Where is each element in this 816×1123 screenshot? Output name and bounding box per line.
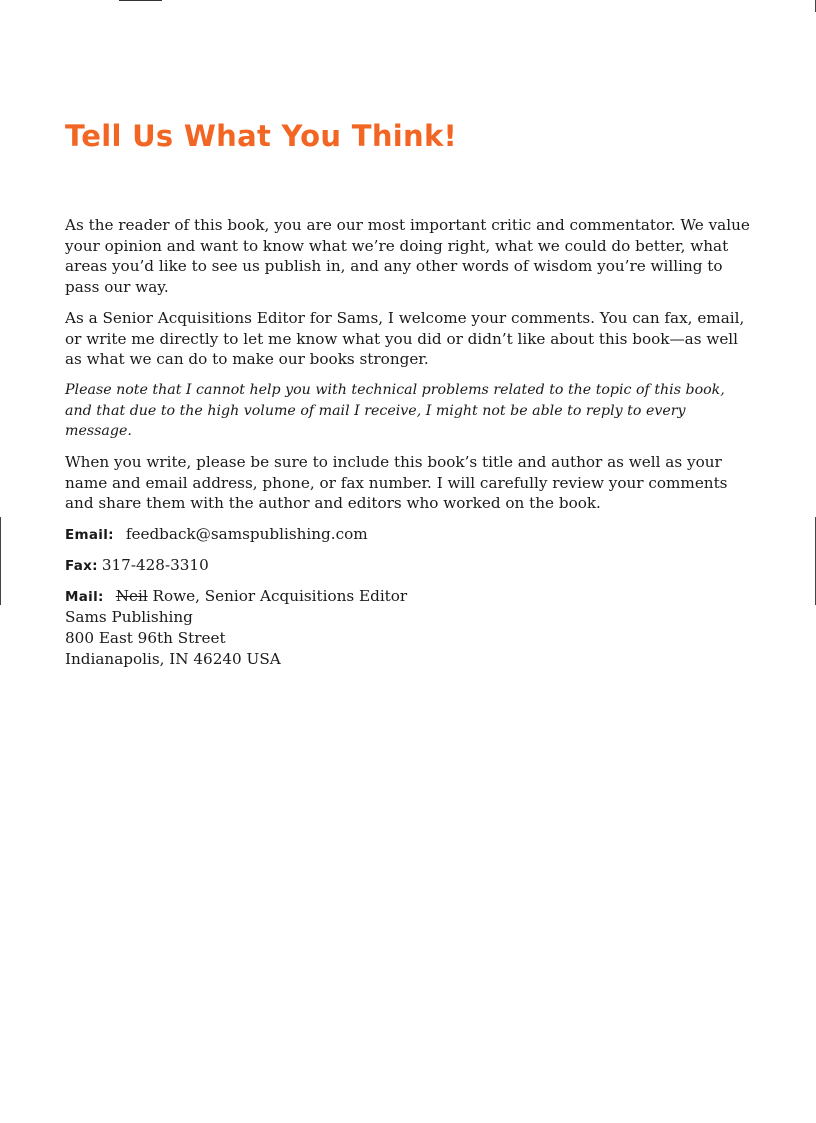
address-line-2: 800 East 96th Street — [65, 628, 226, 647]
closing-paragraph: When you write, please be sure to include this book’s title and author as well as your name and email address, phone, or fax number. I will carefully review your comments and share them with the author and editors who worked on the book. — [65, 453, 728, 513]
fax-number: 317-428-3310 — [101, 555, 209, 574]
mail-line — [65, 587, 407, 605]
address-line-1: Sams Publishing — [65, 608, 193, 627]
top-rule — [119, 0, 162, 1]
page-title: Tell Us What You Think! — [65, 119, 458, 153]
fax-line — [65, 555, 750, 577]
struck-editor-name: Neil — [115, 586, 148, 605]
body-text — [65, 215, 750, 678]
email-label: Email: — [65, 527, 114, 544]
technical-note: Please note that I cannot help you with technical problems related to the topic of this book, and that due to the high volume of mail I receive, I might not be able to reply to every message. — [65, 381, 725, 440]
fax-label: Fax: — [65, 557, 98, 574]
intro-paragraph: As the reader of this book, you are our most important critic and commentator. We value your opinion and want to know what we’re doing right, what we could do better, what areas you’d like to see us publish in, and any other words of wisdom you’re willing to pass our way. — [65, 216, 750, 297]
mail-block — [65, 586, 750, 670]
email-line — [65, 524, 750, 546]
crop-mark-left — [0, 517, 1, 605]
email-address: feedback@samspublishing.com — [125, 525, 368, 544]
address-line-3: Indianapolis, IN 46240 USA — [65, 649, 281, 668]
editor-paragraph: As a Senior Acquisitions Editor for Sams, I welcome your comments. You can fax, email, or write me directly to let me know what you did or didn’t like about this book—as well as what we can do to make our books stronger. — [65, 308, 745, 369]
editor-name-title: Rowe, Senior Acquisitions Editor — [147, 586, 408, 605]
mail-label: Mail: — [65, 588, 104, 605]
